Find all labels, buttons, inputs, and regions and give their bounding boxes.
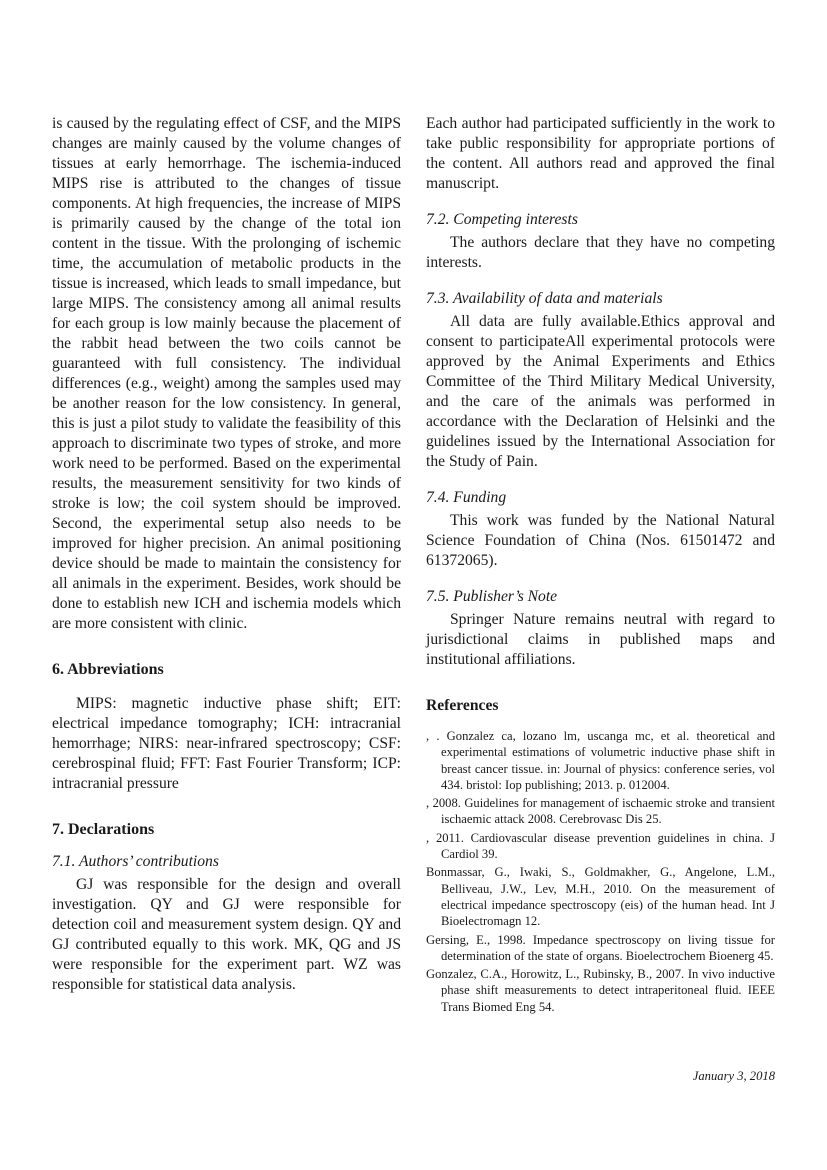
data-availability-paragraph: All data are fully available.Ethics approval and consent to participateAll experimental protocols were approved by the Animal Experiments and Ethics Committee of the Third Military Medical University, and the care of the animals was performed in accordance with the Declaration of Helsinki and the guidelines issued by the International Association for the Study of Pain. [426,313,775,470]
competing-interests-paragraph: The authors declare that they have no competing interests. [426,234,775,271]
references-heading: References [426,697,499,714]
reference-item: Bonmassar, G., Iwaki, S., Goldmakher, G., Angelone, L.M., Belliveau, J.W., Lev, M.H., 2010. On the measurement of electrical impedance spectroscopy (eis) of the human head. Int J Bioelectromagn 12. [426,865,775,929]
right-column [426,114,775,1017]
authors-contributions-continuation: Each author had participated sufficiently in the work to take public responsibility for appropriate portions of the content. All authors read and approved the final manuscript. [426,115,775,192]
authors-contributions-paragraph: GJ was responsible for the design and overall investigation. QY and GJ were responsible for detection coil and measurement system design. QY and GJ contributed equally to this work. MK, QG and JS were responsible for the experiment part. WZ was responsible for statistical data analysis. [52,876,401,993]
reference-item: Gonzalez, C.A., Horowitz, L., Rubinsky, B., 2007. In vivo inductive phase shift measurements to detect intraperitoneal fluid. IEEE Trans Biomed Eng 54. [426,967,775,1014]
discussion-paragraph: is caused by the regulating effect of CSF, and the MIPS changes are mainly caused by the volume changes of tissues at early hemorrhage. The ischemia-induced MIPS rise is attributed to the changes of tissue components. At high frequencies, the increase of MIPS is primarily caused by the change of the total ion content in the tissue. With the prolonging of ischemic time, the accumulation of metabolic products in the tissue is increased, which leads to small impedance, but large MIPS. The consistency among all animal results for each group is low mainly because the placement of the rabbit head between the two coils cannot be guaranteed with full consistency. The individual differences (e.g., weight) among the samples used may be another reason for the low consistency. In general, this is just a pilot study to validate the feasibility of this approach to discriminate two types of stroke, and more work need to be performed. Based on the experimental results, the measurement sensitivity for two kinds of stroke is low; the coil system should be improved. Second, the experimental setup also needs to be improved for higher precision. An animal positioning device should be made to maintain the consistency for all animals in the experiment. Besides, work should be done to establish new ICH and ischemia models which are more consistent with clinic. [52,115,401,632]
section-abbreviations-heading: 6. Abbreviations [52,661,164,678]
funding-paragraph: This work was funded by the National Natural Science Foundation of China (Nos. 61501472 and 61372065). [426,512,775,569]
subsection-publishers-note-heading: 7.5. Publisher’s Note [426,588,558,605]
subsection-competing-interests-heading: 7.2. Competing interests [426,211,578,228]
reference-item: Gersing, E., 1998. Impedance spectroscopy on living tissue for determination of the state of organs. Bioelectrochem Bioenerg 45. [426,932,775,963]
reference-item: , . Gonzalez ca, lozano lm, uscanga mc, et al. theoretical and experimental estimations of volumetric inductive phase shift in breast cancer tissue. in: Journal of physics: conference series, vol 434. bristol: Iop publishing; 2013. p. 012004. [426,729,775,792]
reference-list [426,728,775,1015]
left-column [52,114,401,995]
subsection-funding-heading: 7.4. Funding [426,489,507,506]
publishers-note-paragraph: Springer Nature remains neutral with regard to jurisdictional claims in published maps and institutional affiliations. [426,611,775,668]
footer-date: January 3, 2018 [692,1069,775,1083]
reference-item: , 2008. Guidelines for management of ischaemic stroke and transient ischaemic attack 2008. Cerebrovasc Dis 25. [426,796,775,827]
subsection-data-availability-heading: 7.3. Availability of data and materials [426,290,663,307]
abbreviations-paragraph: MIPS: magnetic inductive phase shift; EIT: electrical impedance tomography; ICH: intracranial hemorrhage; NIRS: near-infrared spectroscopy; CSF: cerebrospinal fluid; FFT: Fast Fourier Transform; ICP: intracranial pressure [52,695,401,792]
section-declarations-heading: 7. Declarations [52,821,155,838]
reference-item: , 2011. Cardiovascular disease prevention guidelines in china. J Cardiol 39. [426,830,775,862]
subsection-authors-contributions-heading: 7.1. Authors’ contributions [52,853,219,870]
